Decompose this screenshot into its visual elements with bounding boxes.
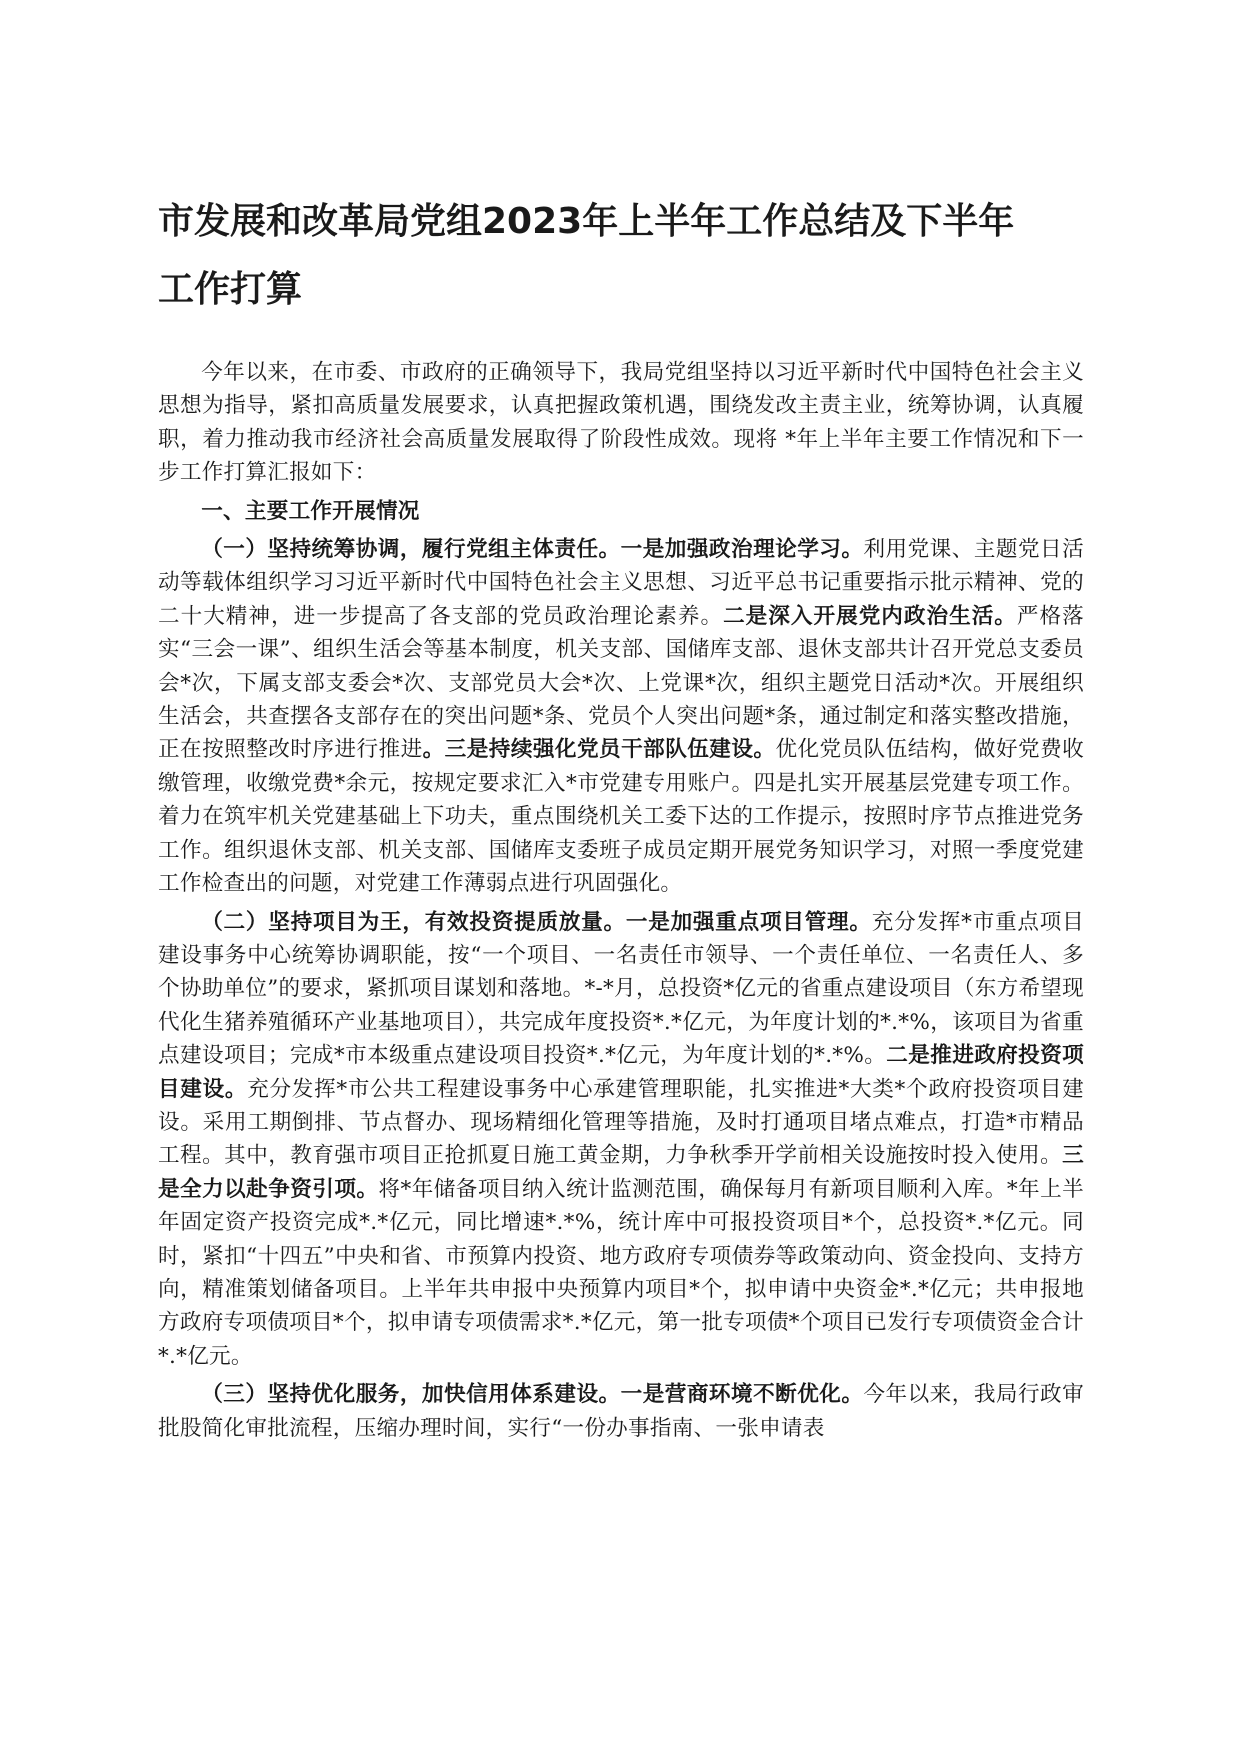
paragraph-services [158,1378,1084,1445]
document-body [158,356,1084,1445]
bold-lead: 一是加强政治理论学习。 [620,537,864,563]
paragraph-text: 严格落实“三会一课”、组织生活会等基本制度，机关支部、国储库支部、退休支部共计召开党总支委员会*次，下属支部支委会*次、支部党员大会*次、上党课*次，组织主题党日活动*次。开展组织生活会，共查摆各支部存在的突出问题*条、党员个人突出问题*条，通过制定和落实整改措施，正在按照整改时序进行推进 [158,603,1084,763]
paragraph-party-building [158,533,1084,900]
paragraph-text: 今年以来，我局行政审批股简化审批流程，压缩办理时间，实行“一份办事指南、一张申请表 [158,1382,1084,1441]
paragraph-text: 利用党课、主题党日活动等载体组织学习习近平新时代中国特色社会主义思想、习近平总书记重要指示批示精神、党的二十大精神，进一步提高了各支部的党员政治理论素养。 [158,537,1084,629]
paragraph-text: 充分发挥*市公共工程建设事务中心承建管理职能，扎实推进*大类*个政府投资项目建设。采用工期倒排、节点督办、现场精细化管理等措施，及时打通项目堵点难点，打造*市精品工程。其中，教育强市项目正抢抓夏日施工黄金期，力争秋季开学前相关设施按时投入使用。 [158,1076,1084,1169]
bold-lead: 二是推进政府投资项目建设。 [158,1043,1084,1102]
subsection-heading: （一）坚持统筹协调，履行党组主体责任。 [201,537,621,563]
bold-lead: 二是深入开展党内政治生活。 [723,603,1017,629]
bold-lead: 一是加强重点项目管理。 [625,909,872,935]
paragraph-text: 将*年储备项目纳入统计监测范围，确保每月有新项目顺利入库。*年上半年固定资产投资完成*.*亿元，同比增速*.*%，统计库中可报投资项目*个，总投资*.*亿元。同时，紧扣“十四五”中央和省、市预算内投资、地方政府专项债券等政策动向、资金投向、支持方向，精准策划储备项目。上半年共申报中央预算内项目*个，拟申请中央资金*.*亿元；共申报地方政府专项债项目*个，拟申请专项债需求*.*亿元，第一批专项债*个项目已发行专项债资金合计*.*亿元。 [158,1176,1084,1369]
paragraph-text: 充分发挥*市重点项目建设事务中心统筹协调职能，按“一个项目、一名责任市领导、一个责任单位、一名责任人、多个协助单位”的要求，紧抓项目谋划和落地。*-*月，总投资*亿元的省重点建设项目（东方希望现代化生猪养殖循环产业基地项目），共完成年度投资*.*亿元，为年度计划的*.*%，该项目为省重点建设项目；完成*市本级重点建设项目投资*.*亿元，为年度计划的*.*%。 [158,909,1084,1069]
document-title [158,188,1088,324]
paragraph-projects [158,906,1084,1374]
bold-lead: 一是营商环境不断优化。 [620,1382,864,1408]
subsection-heading: （三）坚持优化服务，加快信用体系建设。 [201,1382,621,1408]
title-line-2: 工作打算 [158,269,303,310]
intro-paragraph: 今年以来，在市委、市政府的正确领导下，我局党组坚持以习近平新时代中国特色社会主义思想为指导，紧扣高质量发展要求，认真把握政策机遇，围绕发改主责主业，统筹协调，认真履职，着力推动我市经济社会高质量发展取得了阶段性成效。现将 *年上半年主要工作情况和下一步工作打算汇报如下： [158,360,1084,486]
bold-lead: 三是全力以赴争资引项。 [158,1143,1084,1202]
title-line-1: 市发展和改革局党组2023年上半年工作总结及下半年 [158,201,1015,242]
bold-lead: 。三是持续强化党员干部队伍建设。 [422,737,776,763]
section-heading: 一、主要工作开展情况 [201,498,420,524]
paragraph-text: 优化党员队伍结构，做好党费收缴管理，收缴党费*余元，按规定要求汇入*市党建专用账户。四是扎实开展基层党建专项工作。着力在筑牢机关党建基础上下功夫，重点围绕机关工委下达的工作提示，按照时序节点推进党务工作。组织退休支部、机关支部、国储库支委班子成员定期开展党务知识学习，对照一季度党建工作检查出的问题，对党建工作薄弱点进行巩固强化。 [158,737,1084,897]
subsection-heading: （二）坚持项目为王，有效投资提质放量。 [201,909,626,935]
